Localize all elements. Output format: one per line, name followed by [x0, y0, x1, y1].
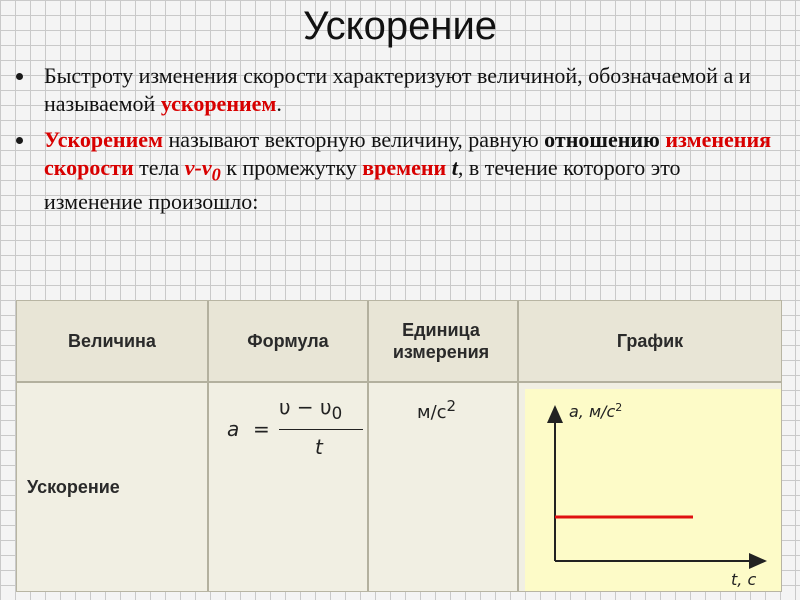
text-segment: называют векторную величину, равную [163, 127, 545, 152]
highlight-speed-change: изменения скорости [44, 127, 772, 180]
highlight-acceleration-term: Ускорением [44, 127, 164, 152]
highlight-time: времени [362, 155, 447, 180]
acceleration-graph [525, 389, 781, 591]
unit-superscript: 2 [446, 397, 457, 415]
text-segment: Быстроту изменения скорости характеризуют величиной, обозначаемой а и называемой [44, 63, 751, 116]
formula-numerator-sub: 0 [331, 404, 343, 423]
header-quantity: Величина [68, 331, 156, 351]
acceleration-table [16, 300, 782, 592]
highlight-acceleration: ускорением [160, 91, 277, 116]
column-divider [367, 301, 369, 591]
formula-numerator [279, 395, 342, 423]
fraction-bar [279, 429, 363, 430]
acceleration-formula [227, 393, 367, 463]
unit-text: м/с [417, 402, 447, 423]
graph-svg [525, 389, 781, 591]
formula-denominator: t [315, 435, 323, 459]
x-axis-label: t, с [731, 570, 757, 589]
cell-quantity-name: Ускорение [27, 476, 120, 497]
bullet-text-1 [44, 63, 750, 116]
y-axis-label: a, $м/с^2$ [569, 400, 623, 421]
bullet-list [14, 62, 784, 224]
bullet-dot-icon [16, 73, 23, 80]
text-segment: . [276, 91, 282, 116]
header-formula: Формула [247, 331, 329, 351]
symbol-subscript-zero: 0 [211, 164, 221, 185]
cell-unit [417, 397, 456, 423]
bullet-text-2 [44, 127, 771, 214]
formula-lhs: a [227, 417, 240, 441]
text-segment: к промежутку [220, 155, 363, 180]
header-unit: Единица измерения [392, 320, 490, 362]
bullet-dot-icon [16, 137, 23, 144]
symbol-v-minus-v0: v-v [184, 155, 212, 180]
header-graph: График [616, 331, 684, 351]
bullet-item-definition [14, 62, 784, 118]
bullet-item-formula-text [14, 126, 784, 216]
highlight-ratio: отношению [544, 127, 660, 152]
formula-equals: = [253, 417, 270, 441]
symbol-t: t [451, 155, 458, 180]
text-segment: , в течение которого это изменение произошло: [44, 155, 681, 215]
page-title: Ускорение [302, 4, 498, 48]
text-segment: тела [133, 155, 185, 180]
formula-numerator-text: υ − υ [279, 395, 332, 419]
